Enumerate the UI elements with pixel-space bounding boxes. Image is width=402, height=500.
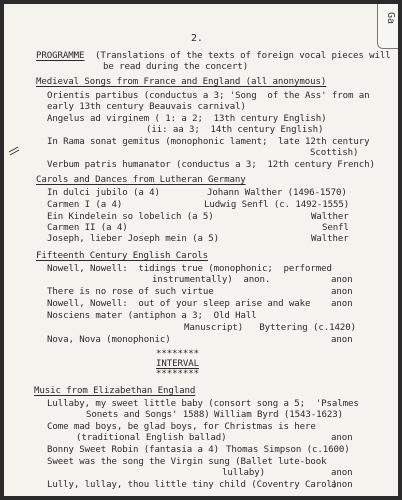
elizabethan-line-8: Lully, lullay, thou little tiny child (Coventry Carol) [47,480,338,490]
english-carol-line-4-composer: anon [331,299,353,309]
medieval-line-7: Verbum patris humanator (conductus a 3; 12th century French) [47,160,375,170]
english-carol-line-6: Manuscript) Byttering (c.1420) [184,323,356,333]
intro-line-1: (Translations of the texts of foreign vocal pieces will [95,51,391,61]
english-carol-line-4: Nowell, Nowell: out of your sleep arise and wake [47,299,311,309]
english-carol-line-2: instrumentally) anon. [152,275,271,285]
german-row-4-title: Carmen II (a 4) [47,223,128,233]
intro-line-2: be read during the concert) [103,62,249,72]
medieval-line-3: Angelus ad virginem ( 1: a 2; 13th century English) [47,114,327,124]
elizabethan-line-7: lullaby) [222,468,265,478]
elizabethan-line-6: Sweet was the song the Virgin sung (Ballet lute-book [47,457,327,467]
document-page [4,4,398,496]
index-tab [377,4,398,49]
medieval-line-4: (ii: aa 3; 14th century English) [146,125,324,135]
section-elizabethan-heading: Music from Elizabethan England [34,386,196,396]
index-tab-label: Ga [385,12,396,25]
section-english-carols-heading: Fifteenth Century English Carols [36,251,208,261]
elizabethan-line-1: Lullaby, my sweet little baby (consort song a 5; 'Psalmes [47,399,359,409]
elizabethan-line-5-composer: Thomas Simpson (c.1600) [226,445,350,455]
interval-stars-top: ******** [156,349,199,359]
english-carol-line-1: Nowell, Nowell: tidings true (monophonic; performed [47,264,332,274]
elizabethan-line-5: Bonny Sweet Robin (fantasia a 4) [47,445,219,455]
german-row-5-title: Joseph, lieber Joseph mein (a 5) [47,234,219,244]
medieval-line-5: In Rama sonat gemitus (monophonic lament; late 12th century [47,137,370,147]
german-row-5-composer: Walther [311,234,349,244]
english-carol-line-7: Nova, Nova (monophonic) [47,335,171,345]
interval-stars-bottom: ******** [156,369,199,379]
german-row-4-composer: Senfl [322,223,349,233]
section-carols-germany-heading: Carols and Dances from Lutheran Germany [36,175,246,185]
section-medieval-heading: Medieval Songs from France and England (all anonymous) [36,77,327,87]
handwritten-check-mark [8,143,20,157]
german-row-2-title: Carmen I (a 4) [47,200,123,210]
elizabethan-line-7-composer: anon [331,468,353,478]
elizabethan-line-2-composer: William Byrd (1543-1623) [214,410,343,420]
german-row-1-title: In dulci jubilo (a 4) [47,188,160,198]
english-carol-line-3: There is no rose of such virtue [47,287,214,297]
elizabethan-line-3: Come mad boys, be glad boys, for Christmas is here [47,422,316,432]
medieval-line-6: Scottish) [310,148,359,158]
english-carol-line-5: Nosciens mater (antiphon a 3; Old Hall [47,311,257,321]
english-carol-line-7-composer: anon [331,335,353,345]
interval-label: INTERVAL [156,359,199,369]
medieval-line-1: Orientis partibus (conductus a 3; 'Song of the Ass' from an [47,91,370,101]
german-row-3-title: Ein Kindelein so lobelich (a 5) [47,212,214,222]
german-row-1-composer: Johann Walther (1496-1570) [207,188,347,198]
elizabethan-line-8-composer: anon [331,480,353,490]
english-carol-line-3-composer: anon [331,287,353,297]
english-carol-line-2-composer: anon [331,275,353,285]
programme-heading: PROGRAMME [36,51,85,61]
elizabethan-line-2: Sonets and Songs' 1588) [86,410,210,420]
elizabethan-line-4-composer: anon [331,433,353,443]
medieval-line-2: early 13th century Beauvais carnival) [47,102,246,112]
elizabethan-line-4: (traditional English ballad) [76,433,227,443]
german-row-2-composer: Ludwig Senfl (c. 1492-1555) [204,200,350,210]
page-number: 2. [191,33,203,44]
german-row-3-composer: Walther [311,212,349,222]
